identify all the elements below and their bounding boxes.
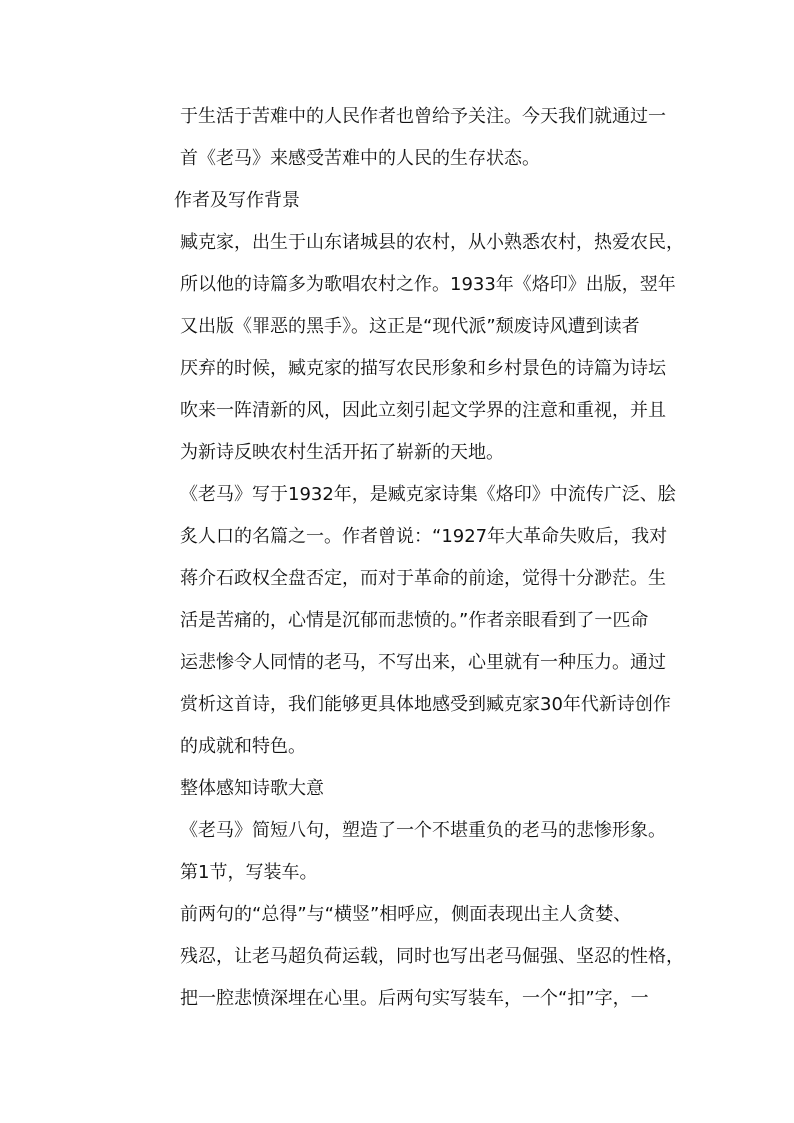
text-line: 的成就和特色。 bbox=[180, 736, 306, 757]
text-line: 炙人口的名篇之一。作者曾说：“1927年大革命失败后，我对 bbox=[180, 526, 668, 547]
text-line: 厌弃的时候，臧克家的描写农民形象和乡村景色的诗篇为诗坛 bbox=[180, 358, 666, 379]
text-line: 为新诗反映农村生活开拓了崭新的天地。 bbox=[180, 442, 504, 463]
text-line: 赏析这首诗，我们能够更具体地感受到臧克家30年代新诗创作 bbox=[180, 694, 671, 715]
text-line: 首《老马》来感受苦难中的人民的生存状态。 bbox=[180, 148, 540, 169]
text-line: 所以他的诗篇多为歌唱农村之作。1933年《烙印》出版，翌年 bbox=[180, 274, 676, 295]
text-line: 吹来一阵清新的风，因此立刻引起文学界的注意和重视，并且 bbox=[180, 400, 666, 421]
text-line: 又出版《罪恶的黑手》。这正是“现代派”颓废诗风遭到读者 bbox=[180, 316, 640, 337]
text-line: 于生活于苦难中的人民作者也曾给予关注。今天我们就通过一 bbox=[180, 106, 666, 127]
section-heading: 整体感知诗歌大意 bbox=[180, 778, 324, 799]
text-line: 前两句的“总得”与“横竖”相呼应，侧面表现出主人贪婪、 bbox=[180, 904, 632, 925]
text-line: 把一腔悲愤深埋在心里。后两句实写装车，一个“扣”字，一 bbox=[180, 988, 649, 1009]
text-line: 《老马》简短八句，塑造了一个不堪重负的老马的悲惨形象。 bbox=[180, 820, 666, 841]
section-heading: 作者及写作背景 bbox=[174, 190, 300, 211]
text-line: 残忍，让老马超负荷运载，同时也写出老马倔强、坚忍的性格， bbox=[180, 946, 684, 967]
text-line: 臧克家，出生于山东诸城县的农村，从小熟悉农村，热爱农民， bbox=[180, 232, 684, 253]
text-line: 活是苦痛的，心情是沉郁而悲愤的。”作者亲眼看到了一匹命 bbox=[180, 610, 649, 631]
text-line: 《老马》写于1932年，是臧克家诗集《烙印》中流传广泛、脍 bbox=[180, 484, 676, 505]
text-line: 蒋介石政权全盘否定，而对于革命的前途，觉得十分渺茫。生 bbox=[180, 568, 666, 589]
text-line: 运悲惨令人同情的老马，不写出来，心里就有一种压力。通过 bbox=[180, 652, 666, 673]
text-line: 第1节，写装车。 bbox=[180, 862, 318, 883]
